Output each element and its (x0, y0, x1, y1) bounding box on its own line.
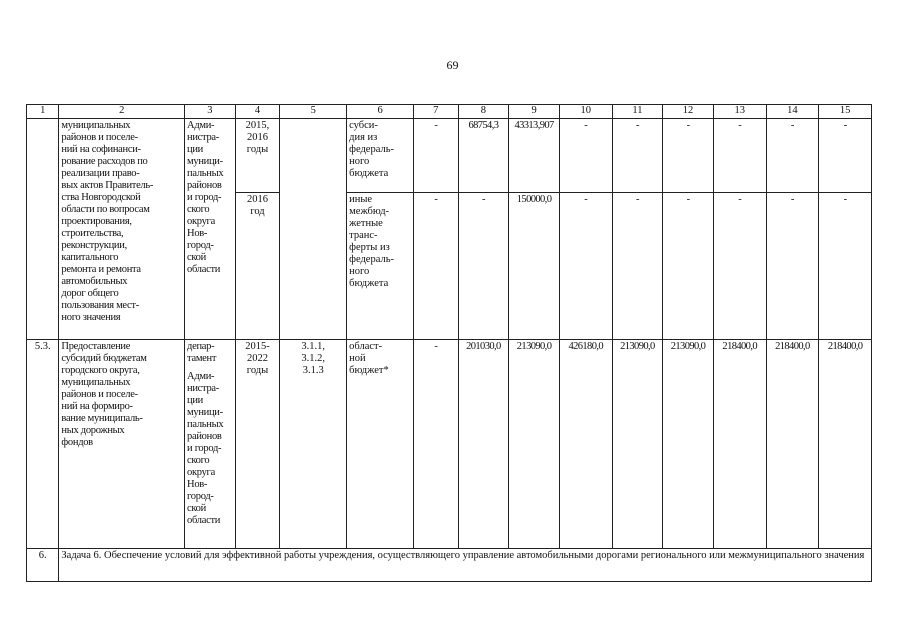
header-cell: 1 (27, 105, 59, 119)
page-number: 69 (446, 58, 459, 72)
funding-source-cell: област- ной бюджет* (347, 340, 414, 549)
header-cell: 3 (185, 105, 236, 119)
value-cell: - (559, 119, 612, 193)
measure-name-cell: Предоставление субсидий бюджетам городского округа, муниципальных районов и поселе- ний на формиро- вание муниципаль- ных дорожных фондов (59, 340, 185, 549)
header-cell: 6 (347, 105, 414, 119)
value-cell: 68754,3 (458, 119, 509, 193)
header-cell: 10 (559, 105, 612, 119)
value-cell: 43313,907 (509, 119, 560, 193)
task-row (27, 549, 872, 582)
column-number-header (27, 105, 872, 119)
header-cell: 15 (819, 105, 872, 119)
period-cell: 2016 год (235, 193, 280, 340)
value-cell: - (414, 340, 459, 549)
value-cell: - (414, 193, 459, 340)
row-number-cell: 5.3. (27, 340, 59, 549)
value-cell: 218400,0 (766, 340, 819, 549)
header-cell: 7 (414, 105, 459, 119)
funding-source-cell: субси- дия из федераль- ного бюджета (347, 119, 414, 193)
value-cell: 218400,0 (713, 340, 766, 549)
header-cell: 2 (59, 105, 185, 119)
period-cell: 2015, 2016 годы (235, 119, 280, 193)
value-cell: - (458, 193, 509, 340)
value-cell: - (713, 193, 766, 340)
value-cell: 213090,0 (663, 340, 714, 549)
value-cell: - (766, 119, 819, 193)
value-cell: - (663, 193, 714, 340)
header-cell: 9 (509, 105, 560, 119)
measure-name-cell: муниципальных районов и поселе- ний на софинанси- рование расходов по реализации право- вых актов Правитель- ства Новгородской области по вопросам проектирования, строительства, реконструкции, капитального ремонта и ремонта автомобильных дорог общего пользования мест- ного значения (59, 119, 185, 340)
task-number-cell: 6. (27, 549, 59, 582)
executor-cell (185, 340, 236, 549)
funding-source-cell: иные межбюд- жетные транс- ферты из федераль- ного бюджета (347, 193, 414, 340)
target-cell: 3.1.1, 3.1.2, 3.1.3 (280, 340, 347, 549)
task-text-cell: Задача 6. Обеспечение условий для эффективной работы учреждения, осуществляющего управление автомобильными дорогами регионального или межмуниципального значения (59, 549, 872, 582)
period-cell: 2015- 2022 годы (235, 340, 280, 549)
value-cell: 201030,0 (458, 340, 509, 549)
value-cell: - (414, 119, 459, 193)
header-cell: 8 (458, 105, 509, 119)
value-cell: 218400,0 (819, 340, 872, 549)
executor-department: депар- тамент (187, 341, 217, 364)
header-cell: 4 (235, 105, 280, 119)
executor-administrations: Адми- нистра- ции муници- пальных районов и город- ского округа Нов- город- ской области (187, 371, 224, 526)
header-cell: 14 (766, 105, 819, 119)
value-cell: - (766, 193, 819, 340)
value-cell: - (713, 119, 766, 193)
header-cell: 11 (612, 105, 663, 119)
value-cell: 150000,0 (509, 193, 560, 340)
program-table (26, 104, 872, 582)
value-cell: 426180,0 (559, 340, 612, 549)
table-row (27, 340, 872, 549)
row-number-cell (27, 119, 59, 340)
executor-cell: Адми- нистра- ции муници- пальных районов и город- ского округа Нов- город- ской области (185, 119, 236, 340)
header-cell: 13 (713, 105, 766, 119)
value-cell: - (612, 119, 663, 193)
value-cell: - (819, 119, 872, 193)
table-row (27, 119, 872, 193)
value-cell: 213090,0 (509, 340, 560, 549)
value-cell: - (559, 193, 612, 340)
value-cell: 213090,0 (612, 340, 663, 549)
value-cell: - (612, 193, 663, 340)
value-cell: - (819, 193, 872, 340)
header-cell: 5 (280, 105, 347, 119)
target-cell (280, 119, 347, 340)
value-cell: - (663, 119, 714, 193)
header-cell: 12 (663, 105, 714, 119)
